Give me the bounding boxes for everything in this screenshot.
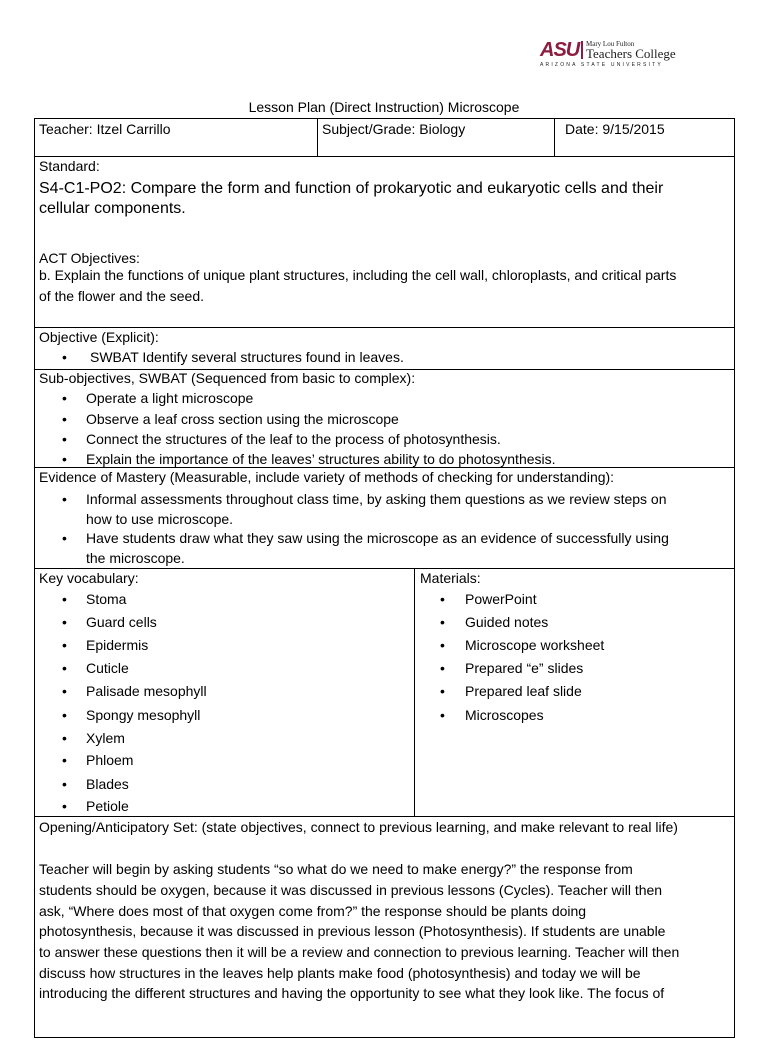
bullet: •	[62, 660, 67, 676]
vocabulary-materials-section	[35, 568, 734, 817]
standard-text-line1: S4-C1-PO2: Compare the form and function of prokaryotic and eukaryotic cells and their	[39, 180, 664, 197]
act-objectives-label: ACT Objectives:	[39, 250, 140, 266]
bullet: •	[62, 451, 67, 467]
subject-cell: Subject/Grade: Biology	[322, 121, 466, 137]
objective-section	[35, 327, 734, 370]
bullet: •	[62, 349, 67, 365]
opening-line: ask, “Where does most of that oxygen come from?” the response should be plants doing	[39, 903, 587, 919]
vocabulary-item-text: Petiole	[86, 798, 129, 814]
sub-objective-text: Observe a leaf cross section using the microscope	[86, 411, 399, 427]
materials-item-text: Guided notes	[465, 614, 549, 630]
evidence-item2-line1: Have students draw what they saw using the microscope as an evidence of successfully using	[86, 530, 669, 546]
header-divider-1	[317, 119, 318, 156]
materials-item-text: Microscope worksheet	[465, 637, 605, 653]
vocabulary-item-text: Blades	[86, 776, 129, 792]
date-cell: Date: 9/15/2015	[565, 121, 665, 137]
bullet: •	[62, 530, 67, 546]
teacher-cell: Teacher: Itzel Carrillo	[39, 121, 171, 137]
objective-item-text: SWBAT Identify several structures found in leaves.	[90, 349, 404, 365]
act-objectives-line1: b. Explain the functions of unique plant structures, including the cell wall, chloroplasts, and critical parts	[39, 267, 677, 283]
materials-item-text: Prepared “e” slides	[465, 660, 584, 676]
objective-label: Objective (Explicit):	[39, 329, 159, 345]
bullet: •	[62, 431, 67, 447]
header-row	[35, 119, 734, 156]
materials-label: Materials:	[420, 570, 481, 586]
bullet: •	[62, 683, 67, 699]
logo-divider	[581, 41, 583, 59]
bullet: •	[62, 730, 67, 746]
standard-section	[35, 156, 734, 328]
evidence-item-line1: Informal assessments throughout class time, by asking them questions as we review steps on	[86, 491, 667, 507]
logo-line1: Mary Lou Fulton	[586, 40, 635, 48]
opening-line: Teacher will begin by asking students “so what do we need to make energy?” the response from	[39, 861, 633, 877]
bullet: •	[62, 614, 67, 630]
document-title: Lesson Plan (Direct Instruction) Microscope	[248, 99, 520, 115]
materials-item-text: Microscopes	[465, 707, 544, 723]
vocabulary-item-text: Palisade mesophyll	[86, 683, 207, 699]
evidence-label: Evidence of Mastery (Measurable, include variety of methods of checking for understanding):	[39, 469, 615, 485]
vocab-materials-divider	[414, 568, 415, 816]
bullet: •	[440, 707, 445, 723]
bullet: •	[440, 683, 445, 699]
bullet: •	[62, 491, 67, 507]
sub-objective-text: Explain the importance of the leaves’ structures ability to do photosynthesis.	[86, 451, 556, 467]
vocabulary-item-text: Guard cells	[86, 614, 157, 630]
college-logo	[540, 40, 675, 70]
bullet: •	[62, 591, 67, 607]
evidence-item-line2: how to use microscope.	[86, 511, 234, 527]
standard-text-line2: cellular components.	[39, 200, 186, 217]
logo-line3: ARIZONA STATE UNIVERSITY	[540, 62, 663, 68]
bullet: •	[440, 591, 445, 607]
opening-line: photosynthesis, because it was discussed in previous lesson (Photosynthesis). If students are unable	[39, 923, 666, 939]
opening-line: discuss how structures in the leaves help plants make food (photosynthesis) and today we will be	[39, 965, 641, 981]
vocabulary-item-text: Cuticle	[86, 660, 129, 676]
evidence-item2-line2: the microscope.	[86, 550, 185, 566]
sub-objective-text: Connect the structures of the leaf to the process of photosynthesis.	[86, 431, 501, 447]
logo-asu-text: ASU	[540, 39, 580, 61]
bullet: •	[62, 411, 67, 427]
sub-objective-text: Operate a light microscope	[86, 390, 254, 406]
opening-line: introducing the different structures and having the opportunity to see what they look like. The focus of	[39, 985, 665, 1001]
opening-line: to answer these questions then it will be a review and connection to previous learning. Teacher will then	[39, 944, 680, 960]
opening-label: Opening/Anticipatory Set: (state objectives, connect to previous learning, and make relevant to real life)	[39, 819, 678, 835]
opening-line: students should be oxygen, because it was discussed in previous lessons (Cycles). Teacher will then	[39, 882, 663, 898]
evidence-section	[35, 467, 734, 569]
bullet: •	[440, 660, 445, 676]
vocabulary-item-text: Spongy mesophyll	[86, 707, 201, 723]
sub-objectives-label: Sub-objectives, SWBAT (Sequenced from basic to complex):	[39, 370, 416, 386]
lesson-plan-table	[34, 118, 735, 1038]
act-objectives-line2: of the flower and the seed.	[39, 288, 204, 304]
bullet: •	[440, 637, 445, 653]
header-divider-2	[554, 119, 555, 156]
vocabulary-item-text: Xylem	[86, 730, 125, 746]
bullet: •	[62, 390, 67, 406]
materials-item-text: Prepared leaf slide	[465, 683, 582, 699]
vocabulary-item-text: Phloem	[86, 752, 134, 768]
vocabulary-label: Key vocabulary:	[39, 570, 139, 586]
vocabulary-item-text: Stoma	[86, 591, 127, 607]
sub-objectives-section	[35, 369, 734, 468]
materials-item-text: PowerPoint	[465, 591, 537, 607]
logo-line2: Teachers College	[586, 46, 676, 61]
vocabulary-item-text: Epidermis	[86, 637, 149, 653]
bullet: •	[62, 637, 67, 653]
bullet: •	[62, 752, 67, 768]
standard-label: Standard:	[39, 158, 100, 174]
bullet: •	[62, 707, 67, 723]
bullet: •	[62, 798, 67, 814]
bullet: •	[440, 614, 445, 630]
bullet: •	[62, 776, 67, 792]
opening-section	[35, 816, 734, 1040]
